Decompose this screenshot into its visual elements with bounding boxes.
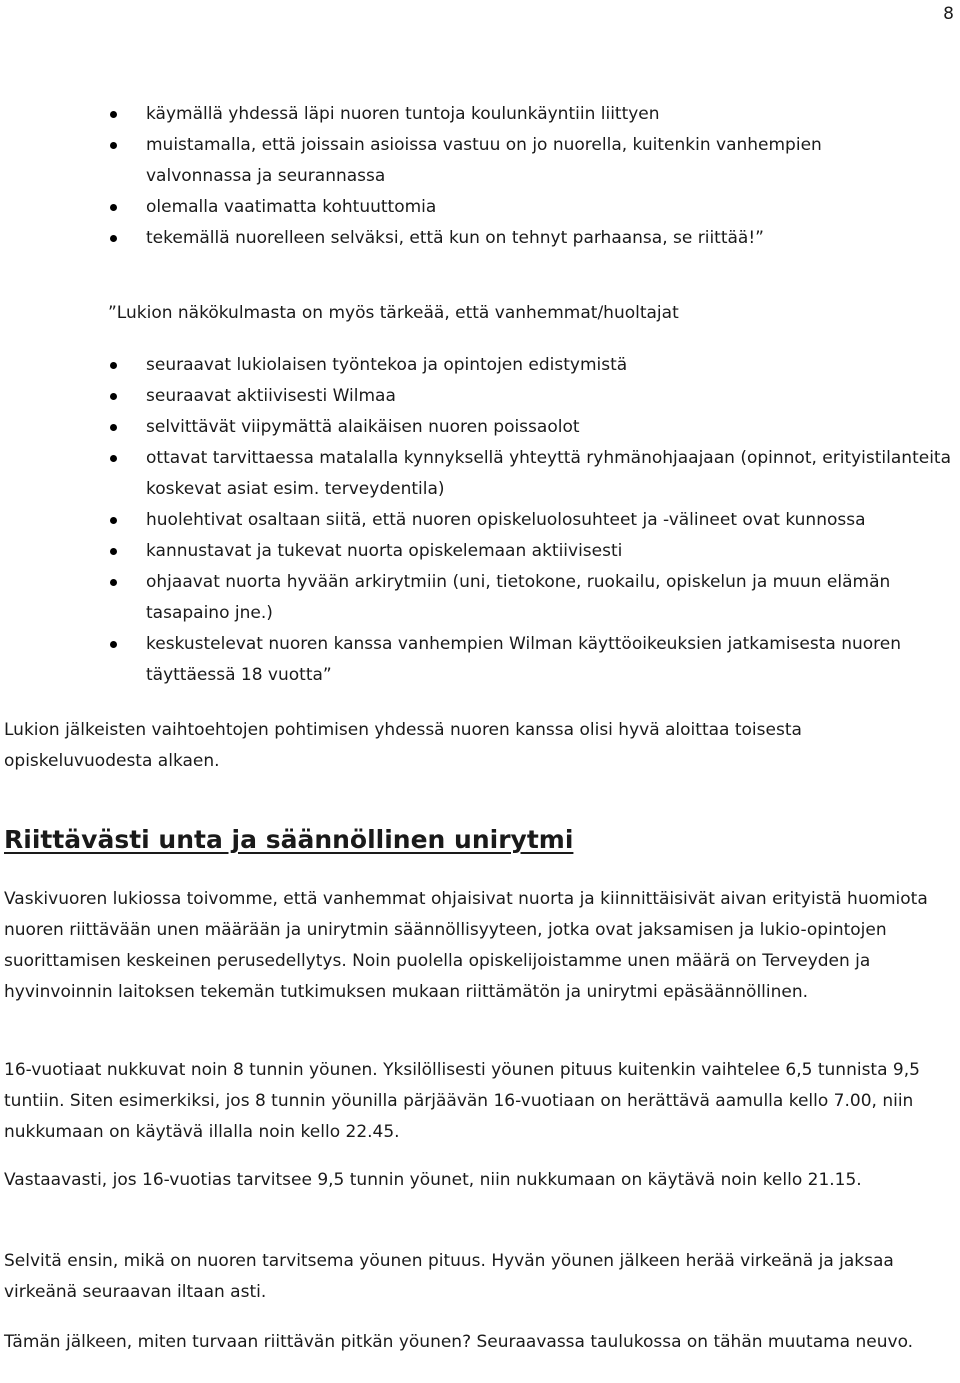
- list-item: olemalla vaatimatta kohtuuttomia: [108, 192, 928, 223]
- paragraph-sleep-need: Selvitä ensin, mikä on nuoren tarvitsema yöunen pituus. Hyvän yöunen jälkeen herää virkeänä ja jaksaa virkeänä seuraavan iltaan asti.: [4, 1251, 894, 1302]
- list-item: huolehtivat osaltaan siitä, että nuoren opiskeluolosuhteet ja -välineet ovat kunnossa: [108, 505, 958, 536]
- list-item: ohjaavat nuorta hyvään arkirytmiin (uni, tietokone, ruokailu, opiskelun ja muun elämän tasapaino jne.): [108, 567, 958, 629]
- section-heading: Riittävästi unta ja säännöllinen unirytmi: [4, 825, 574, 854]
- list-item: seuraavat lukiolaisen työntekoa ja opintojen edistymistä: [108, 350, 958, 381]
- paragraph-sleep-intro: Vaskivuoren lukiossa toivomme, että vanhemmat ohjaisivat nuorta ja kiinnittäisivät aivan erityistä huomiota nuoren riittävään unen määrään ja unirytmin säännöllisyyteen, jotka ovat jaksamisen ja lukio-opintojen suorittamisen keskeinen perusedellytys. Noin puolella opiskelijoistamme unen määrä on Terveyden ja hyvinvoinnin laitoksen tekemän tutkimuksen mukaan riittämätön ja unirytmi epäsäännöllinen.: [4, 889, 928, 1002]
- list-item: seuraavat aktiivisesti Wilmaa: [108, 381, 958, 412]
- list-item: ottavat tarvittaessa matalalla kynnyksellä yhteyttä ryhmänohjaajaan (opinnot, erityistilanteita koskevat asiat esim. terveydentila): [108, 443, 958, 505]
- list-item: muistamalla, että joissain asioissa vastuu on jo nuorella, kuitenkin vanhempien valvonnassa ja seurannassa: [108, 130, 928, 192]
- paragraph-sleep-example: Vastaavasti, jos 16-vuotias tarvitsee 9,5 tunnin yöunet, niin nukkumaan on käytävä noin kello 21.15.: [4, 1170, 862, 1190]
- paragraph-post-lukio: Lukion jälkeisten vaihtoehtojen pohtimisen yhdessä nuoren kanssa olisi hyvä aloittaa toisesta opiskeluvuodesta alkaen.: [4, 720, 802, 771]
- bullet-list-guardian-duties: [108, 350, 958, 691]
- list-item: keskustelevat nuoren kanssa vanhempien Wilman käyttöoikeuksien jatkamisesta nuoren täyttäessä 18 vuotta”: [108, 629, 958, 691]
- page-number: 8: [943, 4, 954, 24]
- list-item: tekemällä nuorelleen selväksi, että kun on tehnyt parhaansa, se riittää!”: [108, 223, 928, 254]
- paragraph-sleep-hours: 16-vuotiaat nukkuvat noin 8 tunnin yöunen. Yksilöllisesti yöunen pituus kuitenkin vaihtelee 6,5 tunnista 9,5 tuntiin. Siten esimerkiksi, jos 8 tunnin yöunilla pärjäävän 16-vuotiaan on herättävä aamulla kello 7.00, niin nukkumaan on käytävä illalla noin kello 22.45.: [4, 1060, 920, 1142]
- quote-intro: ”Lukion näkökulmasta on myös tärkeää, että vanhemmat/huoltajat: [108, 303, 679, 323]
- list-item: selvittävät viipymättä alaikäisen nuoren poissaolot: [108, 412, 958, 443]
- list-item: käymällä yhdessä läpi nuoren tuntoja koulunkäyntiin liittyen: [108, 99, 928, 130]
- bullet-list-parent-support: [108, 99, 928, 254]
- paragraph-sleep-advice: Tämän jälkeen, miten turvaan riittävän pitkän yöunen? Seuraavassa taulukossa on tähän muutama neuvo.: [4, 1332, 914, 1352]
- list-item: kannustavat ja tukevat nuorta opiskelemaan aktiivisesti: [108, 536, 958, 567]
